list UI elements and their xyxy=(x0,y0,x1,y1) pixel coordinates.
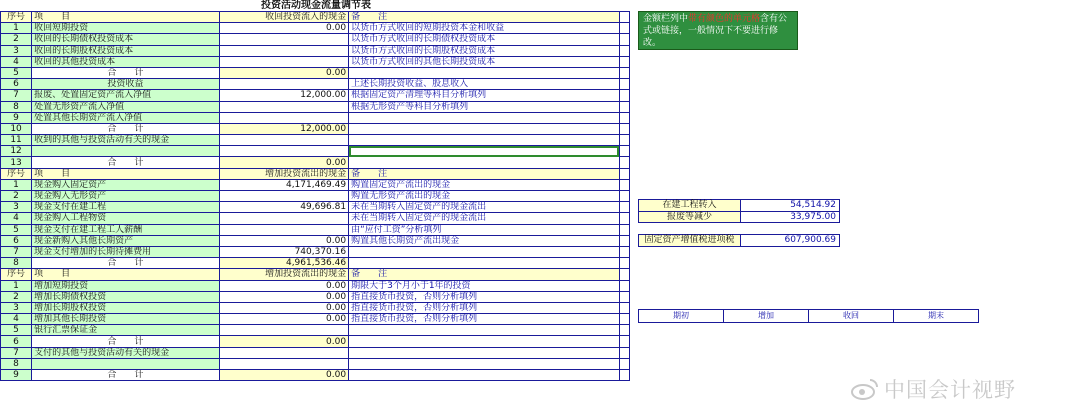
construction-summary xyxy=(638,199,840,223)
row-number-cell[interactable]: 3 xyxy=(1,45,32,56)
table-row xyxy=(1,370,630,381)
item-label-cell[interactable]: 现金支付增加的长期待摊费用 xyxy=(32,246,220,257)
spacer-cell[interactable] xyxy=(619,291,629,302)
spacer-cell[interactable] xyxy=(619,45,629,56)
row-number-cell[interactable]: 1 xyxy=(1,280,32,291)
table-row xyxy=(1,123,630,134)
item-label-cell[interactable]: 现金支付在建工程工人薪酬 xyxy=(32,224,220,235)
table-row xyxy=(1,79,630,90)
table-row xyxy=(1,325,630,336)
table-row xyxy=(1,213,630,224)
row-number-cell[interactable]: 7 xyxy=(1,347,32,358)
amount-cell[interactable]: 0.00 xyxy=(219,67,348,78)
item-label-cell[interactable]: 收回的长期股权投资成本 xyxy=(32,45,220,56)
table-row xyxy=(1,358,630,369)
row-number-cell[interactable]: 9 xyxy=(1,112,32,123)
spacer-cell[interactable] xyxy=(619,23,629,34)
table-row xyxy=(1,336,630,347)
amount-cell[interactable] xyxy=(219,213,348,224)
item-label-cell[interactable]: 收到的其他与投资活动有关的现金 xyxy=(32,135,220,146)
row-number-cell[interactable]: 6 xyxy=(1,235,32,246)
table-row xyxy=(1,258,630,269)
note-cell[interactable]: 购置其他长期资产流出现金 xyxy=(349,235,620,246)
row-number-cell[interactable]: 7 xyxy=(1,246,32,257)
item-label-cell[interactable]: 现金新购入其他长期资产 xyxy=(32,235,220,246)
item-label-cell[interactable]: 合 计 xyxy=(32,370,220,381)
table-row xyxy=(1,224,630,235)
item-label-cell[interactable]: 支付的其他与投资活动有关的现金 xyxy=(32,347,220,358)
spacer-cell[interactable] xyxy=(619,112,629,123)
row-number-cell[interactable]: 12 xyxy=(1,146,32,157)
side-row xyxy=(639,211,840,223)
row-number-cell[interactable]: 10 xyxy=(1,123,32,134)
amount-cell[interactable]: 0.00 xyxy=(219,302,348,313)
note-cell[interactable]: 未在当期转入固定资产的现金流出 xyxy=(349,213,620,224)
side-label: 在建工程转入 xyxy=(639,200,741,212)
item-label-cell[interactable]: 收回的长期债权投资成本 xyxy=(32,34,220,45)
note-cell[interactable]: 以货币方式收回的长期债权投资成本 xyxy=(349,34,620,45)
table-row xyxy=(1,246,630,257)
item-label-cell[interactable]: 增加其他长期投资 xyxy=(32,314,220,325)
item-label-cell[interactable]: 增加长期股权投资 xyxy=(32,302,220,313)
cash-flow-grid xyxy=(0,11,630,381)
spacer-cell[interactable] xyxy=(619,213,629,224)
item-label-cell[interactable] xyxy=(32,146,220,157)
amount-cell[interactable]: 增加投资流出的现金 xyxy=(219,269,348,280)
movement-col-closing[interactable]: 期末 xyxy=(894,310,979,323)
amount-cell[interactable]: 740,370.16 xyxy=(219,246,348,257)
side-row xyxy=(639,235,840,247)
item-label-cell[interactable]: 项 目 xyxy=(32,12,220,23)
side-value[interactable]: 33,975.00 xyxy=(741,211,840,223)
item-label-cell[interactable]: 银行汇票保证金 xyxy=(32,325,220,336)
amount-cell[interactable]: 12,000.00 xyxy=(219,90,348,101)
note-text: 金额栏列中 xyxy=(643,14,689,24)
row-number-cell[interactable]: 4 xyxy=(1,314,32,325)
table-row xyxy=(1,34,630,45)
header-row xyxy=(1,168,630,179)
spacer-cell[interactable] xyxy=(619,123,629,134)
row-number-cell[interactable]: 2 xyxy=(1,191,32,202)
note-cell[interactable]: 以货币方式收回的其他长期投资成本 xyxy=(349,56,620,67)
amount-cell[interactable] xyxy=(219,135,348,146)
side-row xyxy=(639,200,840,212)
item-label-cell[interactable]: 处置其他长期资产流入净值 xyxy=(32,112,220,123)
amount-cell[interactable] xyxy=(219,34,348,45)
amount-cell[interactable]: 增加投资流出的现金 xyxy=(219,168,348,179)
amount-cell[interactable] xyxy=(219,347,348,358)
note-highlight: 带有颜色的单元格 xyxy=(688,14,761,24)
row-number-cell[interactable]: 4 xyxy=(1,56,32,67)
amount-cell[interactable]: 收回投资流入的现金 xyxy=(219,12,348,23)
amount-cell[interactable] xyxy=(219,191,348,202)
spacer-cell[interactable] xyxy=(619,101,629,112)
note-cell[interactable]: 购置无形资产流出的现金 xyxy=(349,191,620,202)
movement-header-row xyxy=(639,310,979,323)
spacer-cell[interactable] xyxy=(619,224,629,235)
table-row xyxy=(1,314,630,325)
row-number-cell[interactable]: 5 xyxy=(1,325,32,336)
spacer-cell[interactable] xyxy=(619,336,629,347)
amount-cell[interactable]: 4,961,536.46 xyxy=(219,258,348,269)
spacer-cell[interactable] xyxy=(619,202,629,213)
table-row xyxy=(1,302,630,313)
sheet-title: 投资活动现金流量调节表 xyxy=(261,0,371,11)
row-number-cell[interactable]: 5 xyxy=(1,67,32,78)
spacer-cell[interactable] xyxy=(619,358,629,369)
amount-cell[interactable]: 0.00 xyxy=(219,336,348,347)
item-label-cell[interactable]: 合 计 xyxy=(32,123,220,134)
amount-cell[interactable]: 0.00 xyxy=(219,314,348,325)
amount-cell[interactable]: 0.00 xyxy=(219,370,348,381)
row-number-cell[interactable]: 7 xyxy=(1,90,32,101)
item-label-cell[interactable]: 报废、处置固定资产流入净值 xyxy=(32,90,220,101)
spacer-cell[interactable] xyxy=(619,302,629,313)
spacer-cell[interactable] xyxy=(619,12,629,23)
spacer-cell[interactable] xyxy=(619,258,629,269)
table-row xyxy=(1,235,630,246)
item-label-cell[interactable]: 处置无形资产流入净值 xyxy=(32,101,220,112)
row-number-cell[interactable]: 序号 xyxy=(1,12,32,23)
spacer-cell[interactable] xyxy=(619,90,629,101)
note-cell[interactable]: 购置固定资产流出的现金 xyxy=(349,179,620,190)
note-cell[interactable]: 以货币方式收回的长期股权投资成本 xyxy=(349,45,620,56)
table-row xyxy=(1,191,630,202)
amount-cell[interactable] xyxy=(219,79,348,90)
note-cell[interactable]: 上述长期投资收益、股息收入 xyxy=(349,79,620,90)
note-cell[interactable] xyxy=(349,157,620,168)
row-number-cell[interactable]: 9 xyxy=(1,370,32,381)
spacer-cell[interactable] xyxy=(619,370,629,381)
note-cell[interactable]: 未在当期转入固定资产的现金流出 xyxy=(349,202,620,213)
item-label-cell[interactable]: 收回短期投资 xyxy=(32,23,220,34)
spacer-cell[interactable] xyxy=(619,168,629,179)
row-number-cell[interactable]: 6 xyxy=(1,79,32,90)
item-label-cell[interactable]: 合 计 xyxy=(32,67,220,78)
item-label-cell[interactable]: 现金支付在建工程 xyxy=(32,202,220,213)
row-number-cell[interactable]: 5 xyxy=(1,224,32,235)
amount-cell[interactable]: 0.00 xyxy=(219,157,348,168)
table-row xyxy=(1,45,630,56)
item-label-cell[interactable] xyxy=(32,358,220,369)
amount-cell[interactable] xyxy=(219,56,348,67)
weibo-icon xyxy=(850,377,880,401)
row-number-cell[interactable]: 1 xyxy=(1,23,32,34)
header-row xyxy=(1,269,630,280)
note-cell[interactable]: 期限大于3个月小于1年的投资 xyxy=(349,280,620,291)
amount-cell[interactable] xyxy=(219,146,348,157)
spacer-cell[interactable] xyxy=(619,280,629,291)
row-number-cell[interactable]: 1 xyxy=(1,179,32,190)
amount-cell[interactable] xyxy=(219,325,348,336)
spacer-cell[interactable] xyxy=(619,325,629,336)
row-number-cell[interactable]: 2 xyxy=(1,34,32,45)
amount-cell[interactable]: 0.00 xyxy=(219,291,348,302)
table-row xyxy=(1,202,630,213)
side-value[interactable]: 607,900.69 xyxy=(741,235,840,247)
spacer-cell[interactable] xyxy=(619,179,629,190)
row-number-cell[interactable]: 序号 xyxy=(1,168,32,179)
note-cell[interactable]: 根据固定资产清理等科目分析填列 xyxy=(349,90,620,101)
table-row xyxy=(1,23,630,34)
item-label-cell[interactable]: 现金购入无形资产 xyxy=(32,191,220,202)
note-cell[interactable] xyxy=(349,67,620,78)
row-number-cell[interactable]: 3 xyxy=(1,302,32,313)
item-label-cell[interactable]: 现金购入工程物资 xyxy=(32,213,220,224)
header-row xyxy=(1,12,630,23)
spacer-cell[interactable] xyxy=(619,235,629,246)
amount-cell[interactable]: 12,000.00 xyxy=(219,123,348,134)
spacer-cell[interactable] xyxy=(619,135,629,146)
note-cell[interactable]: 指直接货币投资，否则分析填列 xyxy=(349,302,620,313)
amount-cell[interactable]: 0.00 xyxy=(219,280,348,291)
note-cell[interactable] xyxy=(349,325,620,336)
row-number-cell[interactable]: 8 xyxy=(1,358,32,369)
item-label-cell[interactable]: 现金购入固定资产 xyxy=(32,179,220,190)
note-cell[interactable]: 由“应付工资”分析填列 xyxy=(349,224,620,235)
table-row xyxy=(1,291,630,302)
amount-cell[interactable]: 0.00 xyxy=(219,235,348,246)
note-cell[interactable] xyxy=(349,358,620,369)
amount-cell[interactable] xyxy=(219,101,348,112)
table-row xyxy=(1,157,630,168)
amount-cell[interactable]: 0.00 xyxy=(219,23,348,34)
table-row xyxy=(1,146,630,157)
table-row xyxy=(1,90,630,101)
table-row xyxy=(1,101,630,112)
note-cell[interactable] xyxy=(349,336,620,347)
note-cell[interactable] xyxy=(349,370,620,381)
table-row xyxy=(1,67,630,78)
info-note xyxy=(638,11,798,50)
item-label-cell[interactable]: 投资收益 xyxy=(32,79,220,90)
spacer-cell[interactable] xyxy=(619,314,629,325)
movement-col-opening[interactable]: 期初 xyxy=(639,310,724,323)
amount-cell[interactable]: 4,171,469.49 xyxy=(219,179,348,190)
spacer-cell[interactable] xyxy=(619,67,629,78)
amount-cell[interactable]: 49,696.81 xyxy=(219,202,348,213)
item-label-cell[interactable]: 收回的其他投资成本 xyxy=(32,56,220,67)
side-label: 固定资产增值税进项税 xyxy=(639,235,741,247)
spacer-cell[interactable] xyxy=(619,191,629,202)
spacer-cell[interactable] xyxy=(619,347,629,358)
note-cell[interactable] xyxy=(349,123,620,134)
item-label-cell[interactable]: 项 目 xyxy=(32,168,220,179)
note-cell[interactable]: 备 注 xyxy=(349,168,620,179)
spacer-cell[interactable] xyxy=(619,246,629,257)
item-label-cell[interactable]: 增加短期投资 xyxy=(32,280,220,291)
movement-col-increase[interactable]: 增加 xyxy=(724,310,809,323)
side-label: 报废等减少 xyxy=(639,211,741,223)
amount-cell[interactable] xyxy=(219,224,348,235)
side-value[interactable]: 54,514.92 xyxy=(741,200,840,212)
note-text-2: 含有公式或链接，一般情况下不要进行修改。 xyxy=(643,14,788,48)
table-row xyxy=(1,56,630,67)
row-number-cell[interactable]: 11 xyxy=(1,135,32,146)
note-cell[interactable]: 根据无形资产等科目分析填列 xyxy=(349,101,620,112)
note-cell[interactable]: 指直接货币投资，否则分析填列 xyxy=(349,291,620,302)
row-number-cell[interactable]: 4 xyxy=(1,213,32,224)
item-label-cell[interactable]: 合 计 xyxy=(32,157,220,168)
note-cell[interactable] xyxy=(349,135,620,146)
watermark-text: 中国会计视野 xyxy=(884,378,1016,402)
row-number-cell[interactable]: 6 xyxy=(1,336,32,347)
note-cell[interactable] xyxy=(349,347,620,358)
item-label-cell[interactable]: 增加长期债权投资 xyxy=(32,291,220,302)
vat-summary xyxy=(638,234,840,247)
row-number-cell[interactable]: 13 xyxy=(1,157,32,168)
note-cell[interactable] xyxy=(349,112,620,123)
item-label-cell[interactable]: 合 计 xyxy=(32,258,220,269)
spacer-cell[interactable] xyxy=(619,146,629,157)
item-label-cell[interactable]: 合 计 xyxy=(32,336,220,347)
row-number-cell[interactable]: 3 xyxy=(1,202,32,213)
spacer-cell[interactable] xyxy=(619,269,629,280)
note-cell[interactable] xyxy=(349,258,620,269)
spacer-cell[interactable] xyxy=(619,79,629,90)
row-number-cell[interactable]: 序号 xyxy=(1,269,32,280)
row-number-cell[interactable]: 8 xyxy=(1,258,32,269)
table-row xyxy=(1,112,630,123)
table-row xyxy=(1,135,630,146)
amount-cell[interactable] xyxy=(219,358,348,369)
note-cell[interactable]: 备 注 xyxy=(349,269,620,280)
spacer-cell[interactable] xyxy=(619,34,629,45)
amount-cell[interactable] xyxy=(219,112,348,123)
amount-cell[interactable] xyxy=(219,45,348,56)
note-cell[interactable]: 以货币方式收回的短期投资本金和收益 xyxy=(349,23,620,34)
movement-col-recovered[interactable]: 收回 xyxy=(809,310,894,323)
row-number-cell[interactable]: 2 xyxy=(1,291,32,302)
note-cell[interactable]: 备 注 xyxy=(349,12,620,23)
table-row xyxy=(1,280,630,291)
spacer-cell[interactable] xyxy=(619,157,629,168)
table-row xyxy=(1,179,630,190)
item-label-cell[interactable]: 项 目 xyxy=(32,269,220,280)
note-cell[interactable]: 指直接货币投资，否则分析填列 xyxy=(349,314,620,325)
spacer-cell[interactable] xyxy=(619,56,629,67)
movement-header-table xyxy=(638,309,979,323)
note-cell[interactable] xyxy=(349,246,620,257)
table-row xyxy=(1,347,630,358)
row-number-cell[interactable]: 8 xyxy=(1,101,32,112)
watermark xyxy=(850,374,1016,404)
note-cell[interactable] xyxy=(349,146,620,157)
